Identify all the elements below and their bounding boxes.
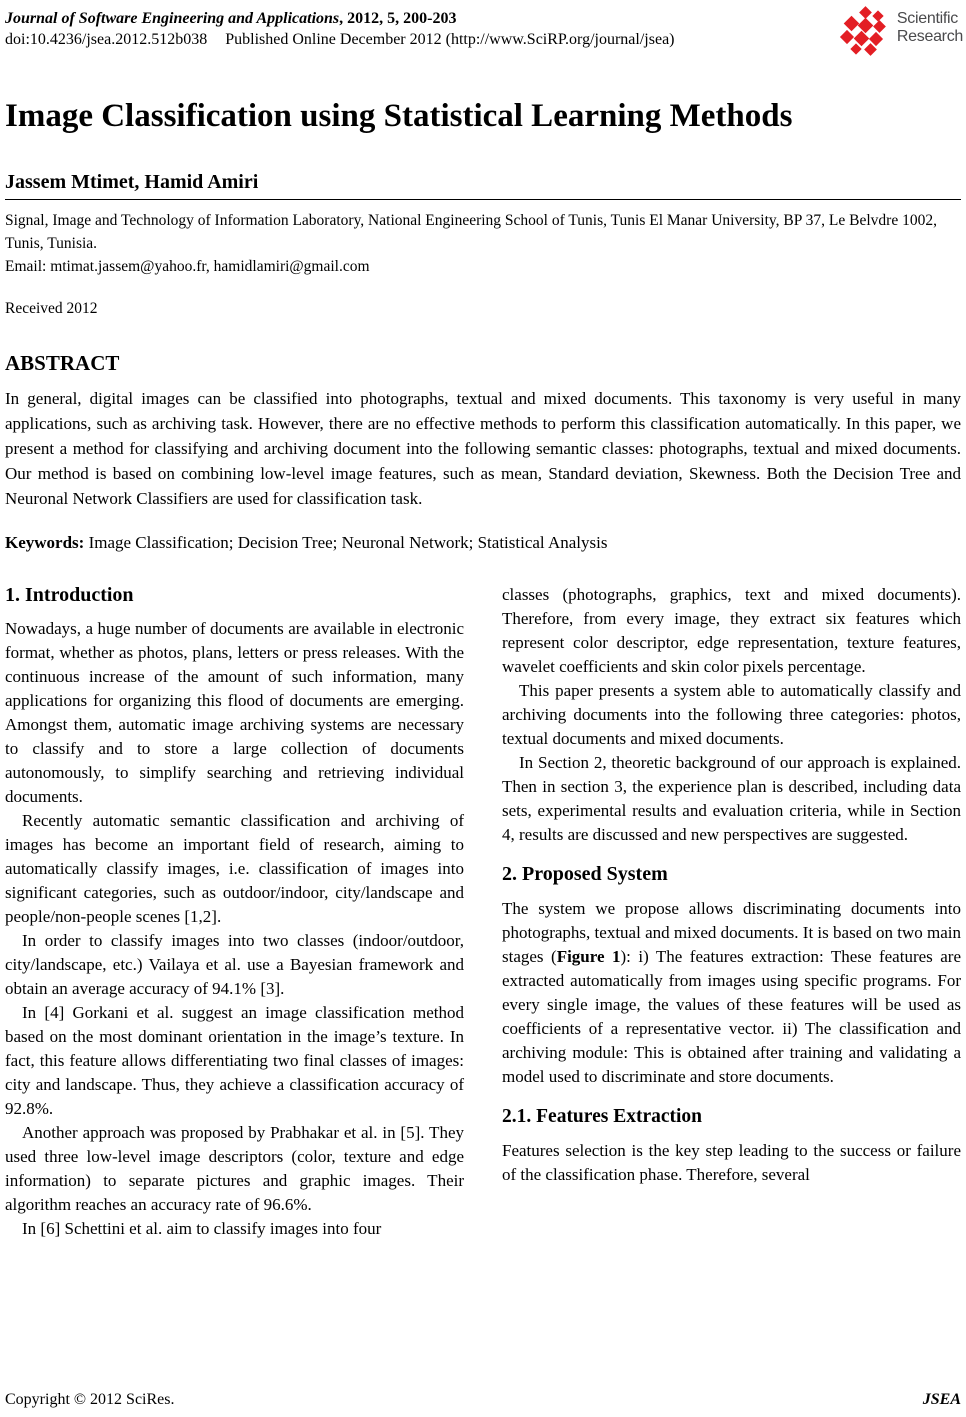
section-heading-proposed-system: 2. Proposed System [502,863,668,885]
scirp-logo [842,8,963,55]
paragraph: classes (photographs, graphics, text and mixed documents). Therefore, from every image, they extract six features which represent color descriptor, edge representation, texture features, wavelet coefficients and skin color pixels percentage. [502,585,961,676]
journal-citation-line [5,8,675,29]
paragraph: Nowadays, a huge number of documents are available in electronic format, whether as photos, plans, letters or press releases. With the continuous increase of the amount of such information, many applications for organizing this flood of documents are emerging. Amongst them, automatic image archiving systems are necessary to classify and to store a large collection of documents autonomously, to simplify searching and retrieving individual documents. [5,619,464,806]
two-column-body [5,583,961,1241]
scirp-diamond-icon [842,8,892,55]
paragraph: In Section 2, theoretic background of our approach is explained. Then in section 3, the experience plan is described, including data sets, experimental results and evaluation criteria, while in Section 4, results are discussed and new perspectives are suggested. [502,753,961,844]
scirp-logo-text [897,8,963,46]
keywords-line [5,533,961,553]
section-heading-introduction: 1. Introduction [5,584,134,606]
author-divider [5,199,961,200]
paragraph: Features selection is the key step leading to the success or failure of the classification phase. Therefore, several [502,1141,961,1184]
footer-journal-abbrev: JSEA [922,1391,961,1408]
page-title: Image Classification using Statistical Learning Methods [5,98,793,134]
paragraph: Another approach was proposed by Prabhakar et al. in [5]. They used three low-level image descriptors (color, texture and edge information) to separate pictures and graphic images. Their algorithm reaches an accuracy rate of 96.6%. [5,1123,464,1214]
page-footer [5,1391,961,1409]
email-line: Email: mtimat.jassem@yahoo.fr, hamidlamiri@gmail.com [5,258,370,275]
journal-header-meta [5,8,675,50]
column-right [502,583,961,1241]
paragraph: In order to classify images into two classes (indoor/outdoor, city/landscape, etc.) Vailaya et al. use a Bayesian framework and obtain an average accuracy of 94.1% [3]. [5,931,464,998]
scirp-logo-line1: Scientific [896,10,958,27]
paragraph: In [4] Gorkani et al. suggest an image classification method based on the most dominant orientation in the image’s texture. In fact, this feature allows differentiating two final classes of images: city and landscape. Thus, they achieve a classification accuracy of 92.8%. [5,1003,464,1118]
received-date: Received 2012 [5,300,98,317]
journal-issue-info: , 2012, 5, 200-203 [339,10,457,27]
paragraph: In [6] Schettini et al. aim to classify images into four [22,1219,382,1238]
figure-reference: Figure 1 [556,947,621,966]
section-heading-features-extraction: 2.1. Features Extraction [502,1106,703,1127]
scirp-logo-line2: Research [896,28,963,45]
paragraph-text: The system we propose allows discriminating documents into photographs, textual and mixed documents. It is based on two main stages ( [502,899,961,966]
doi-text: doi:10.4236/jsea.2012.512b038 [5,31,208,48]
abstract-heading: ABSTRACT [5,351,120,375]
keywords-text: Image Classification; Decision Tree; Neuronal Network; Statistical Analysis [84,533,608,552]
published-online-text: Published Online December 2012 (http://www.SciRP.org/journal/jsea) [225,31,675,48]
footer-copyright: Copyright © 2012 SciRes. [5,1391,175,1408]
authors: Jassem Mtimet, Hamid Amiri [5,171,259,193]
paragraph: This paper presents a system able to automatically classify and archiving documents into the following three categories: photos, textual documents and mixed documents. [502,681,961,748]
doi-line [5,29,675,50]
keywords-label: Keywords: [5,533,85,552]
column-left [5,583,464,1241]
paragraph: Recently automatic semantic classification and archiving of images has become an important field of research, aiming to automatically classify images, i.e. classification of images into significant categories, such as outdoor/indoor, city/landscape and people/non-people scenes [1,2]. [5,811,464,926]
affiliation: Signal, Image and Technology of Information Laboratory, National Engineering School of Tunis, Tunis El Manar University, BP 37, Le Belvdre 1002, Tunis, Tunisia. [5,212,937,252]
paragraph-text: ): i) The features extraction: These features are extracted automatically from images using specific programs. For every single image, the values of these features will be used as coefficients of a representative vector. ii) The classification and archiving module: This is obtained after training and validating a model used to discriminate and store documents. [502,947,961,1086]
abstract-text: In general, digital images can be classified into photographs, textual and mixed documents. This taxonomy is very useful in many applications, such as archiving task. However, there are no effective methods to perform this classification automatically. In this paper, we present a method for classifying and archiving document into the following semantic classes: photographs, textual and mixed documents. Our method is based on combining low-level image features, such as mean, Standard deviation, Skewness. Both the Decision Tree and Neuronal Network Classifiers are used for classification task. [5,389,961,508]
journal-name: Journal of Software Engineering and Applications [5,10,340,27]
paragraph [502,897,961,1089]
page-header [5,8,961,55]
